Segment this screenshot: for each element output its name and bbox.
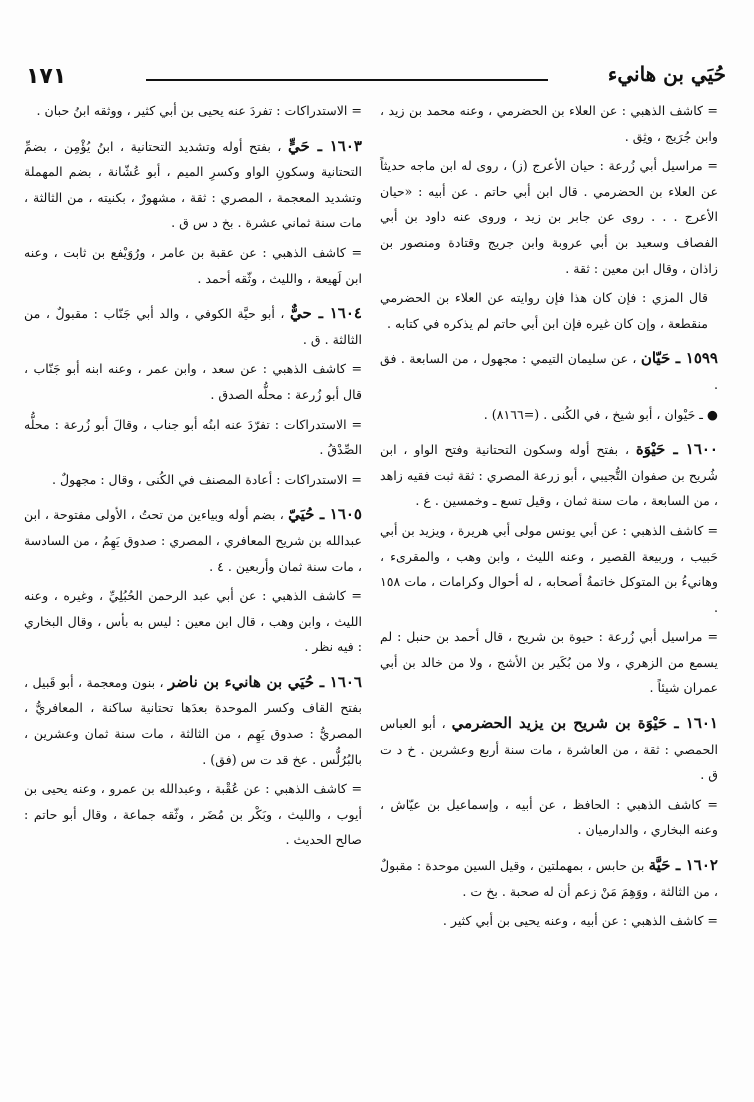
paragraph: = مراسيل أبي زُرعة : حيوة بن شريح ، قال أحمد بن حنبل : لم يسمع من الزهري ، ولا من بُكَير بن الأشج ، ولا من خالد بن أبي عمران شيئاً . <box>380 629 718 696</box>
paragraph: = كاشف الذهبي : الحافظ ، عن أبيه ، وإسماعيل بن عيّاش ، وعنه البخاري ، والدارميان . <box>380 796 718 838</box>
page-number: ١٧١ <box>26 64 67 89</box>
entry-number-name: ١٦٠٣ ـ حَيٍّ <box>288 136 362 155</box>
entry-number-name: ١٦٠٥ ـ حُيَيّ <box>288 505 362 524</box>
entry-text: ، أبو حيَّة الكوفي ، والد أبي جَنّاب : مقبولٌ ، من الثالثة . ق . <box>24 306 362 347</box>
entry-1599 <box>380 346 718 397</box>
entry-1605 <box>24 502 362 579</box>
entry-number-name: ١٥٩٩ ـ حَيّان <box>640 349 718 368</box>
header-rule <box>146 79 548 81</box>
paragraph: = كاشف الذهبي : عن سعد ، وابن عمر ، وعنه ابنه أبو جَنّاب ، قال أبو زُرعة : محلُّه الصدق . <box>24 361 362 402</box>
entry-note: ● ـ حَيْوان ، أبو شيخ ، في الكُنى . (=٨١٦٦) . <box>483 406 718 422</box>
paragraph: = الاستدراكات : تفرّدَ عنه ابنُه أبو جناب ، وقالَ أبو زُرعة : محلُّه الصِّدْقُ . <box>24 416 362 458</box>
paragraph: = الاستدراكات : أعادة المصنف في الكُنى ، وقال : مجهولٌ . <box>51 471 362 487</box>
entry-text: ، بفتح أوله وتشديد التحتانية ، ابنُ يُؤْمِن ، بضمِّ التحتانية وسكونِ الواو وكسرِ الميم ، أبو عُشّانة ، بضم المهملة وتشديد المعجمة ، المصري : ثقة ، مشهورٌ ، بكنيته ، من الثالثة ، مات سنة ثماني عشرة . بخ د س ق . <box>24 138 362 231</box>
entry-1600 <box>380 437 718 514</box>
paragraph: = الاستدراكات : تفردَ عنه يحيى بن أبي كثير ، ووثقه ابنُ حبان . <box>36 103 362 118</box>
entry-text: ، أبو العباس الحمصي : ثقة ، من العاشرة ، مات سنة أربع وعشرين . خ د ت ق . <box>380 716 718 783</box>
paragraph: = كاشف الذهبي : عن أبي عبد الرحمن الحُبُلِيِّ ، وغيره ، وعنه الليث ، وابن وهب ، قال ابن معين : ليس به بأس ، وقال البخاري : فيه نظر . <box>24 588 362 655</box>
entry-text: ، بنون ومعجمة ، أبو قَبيل ، بفتح القاف وكسر الموحدة بعدَها تحتانية ساكنة ، المعافريُّ ، المصريُّ : صدوق يَهِم ، من الثالثة ، مات سنة ثمان وعشرين ، بالبُرُلُّس . عخ قد ت س (فق) . <box>24 674 362 767</box>
paragraph: قال المزي : فإن كان هذا فإن روايته عن العلاء بن الحضرمي منقطعة ، وإن كان غيره فإن ابن أبي حاتم لم يذكره في كتابه . <box>380 290 708 331</box>
paragraph: = كاشف الذهبي : عن العلاء بن الحضرمي ، وعنه محمد بن زيد ، وابن جُرَيج ، وثِق . <box>380 103 718 144</box>
left-column <box>24 98 362 857</box>
entry-number-name: ١٦٠٦ ـ حُيَي بن هانيء بن ناضر <box>168 672 362 691</box>
entry-number-name: ١٦٠٢ ـ حَيَّة <box>648 856 718 875</box>
entry-number-name: ١٦٠٤ ـ حيٌّ <box>290 304 362 323</box>
entry-1606 <box>24 670 362 772</box>
paragraph: = كاشف الذهبي : عن عقبة بن عامر ، ورُوَيْفع بن ثابت ، وعنه ابن لَهيعة ، والليث ، وثّقه أحمد . <box>24 244 362 286</box>
paragraph: = كاشف الذهبي : عن أبي يونس مولى أبي هريرة ، ويزيد بن أبي حَبيب ، وربيعة القصير ، وعنه الليث ، وابن وهب ، والمقرىء ، وهانيءُ بن المتوكل خاتمةُ أصحابه ، له أحوال وكرامات ، مات ١٥٨ . <box>380 522 718 615</box>
paragraph: = كاشف الذهبي : عن أبيه ، وعنه يحيى بن أبي كثير . <box>442 913 718 929</box>
entry-1604 <box>24 301 362 352</box>
entry-1602 <box>380 853 718 904</box>
entry-number-name: ١٦٠١ ـ حَيْوَة بن شريح بن يزيد الحضرمي <box>451 714 718 733</box>
entry-text: ، بضم أوله وبياءين من تحتُ ، الأولى مفتوحة ، ابن عبدالله بن شريح المعافري ، المصري : صدوق يَهِمُ ، من السادسة ، مات سنة ثمان وأربعين . ٤ . <box>24 507 362 574</box>
page-header <box>26 62 726 92</box>
entry-text: ، عن سليمان التيمي : مجهول ، من السابعة . فق . <box>380 351 718 392</box>
entry-1601 <box>380 711 718 788</box>
entry-1603 <box>24 134 362 236</box>
right-column <box>380 98 718 938</box>
entry-number-name: ١٦٠٠ ـ حَيْوَة <box>635 440 718 459</box>
paragraph: = كاشف الذهبي : عن عُقْبة ، وعبدالله بن عمرو ، وعنه يحيى بن أيوب ، والليث ، وبَكْر بن مُضَر ، وثّقه جماعة ، وقال أبو حاتم : صالح الحديث . <box>24 781 362 848</box>
paragraph: = مراسيل أبي زُرعة : حيان الأعرج (ز) ، روى له ابن ماجه حديثاً عن العلاء بن الحضرمي . قال ابن أبي حاتم . عن أبيه : «حيان الأعرج . . . روى عن جابر بن زيد ، وروى عنه داود بن أبي الفصاف وسعيد بن أبي عروبة وابن جريج وقتادة ومنصور بن زاذان ، وقال ابن معين : ثقة . <box>380 158 718 276</box>
entry-text: بن حابس ، بمهملتين ، وقيل السين موحدة : مقبولٌ ، من الثالثة ، ووَهِمَ مَنْ زعم أن له صحبة . بخ ت . <box>380 858 718 899</box>
running-title: حُيَي بن هانيء <box>607 62 726 86</box>
entry-text: ، بفتح أوله وسكون التحتانية وفتح الواو ، ابن شُريح بن صفوان التُّجيبي ، أبو زرعة المصري : ثقة ثبت فقيه زاهد ، من السابعة ، مات سنة ثمان ، وقيل تسع ـ وخمسين . ع . <box>380 442 718 509</box>
